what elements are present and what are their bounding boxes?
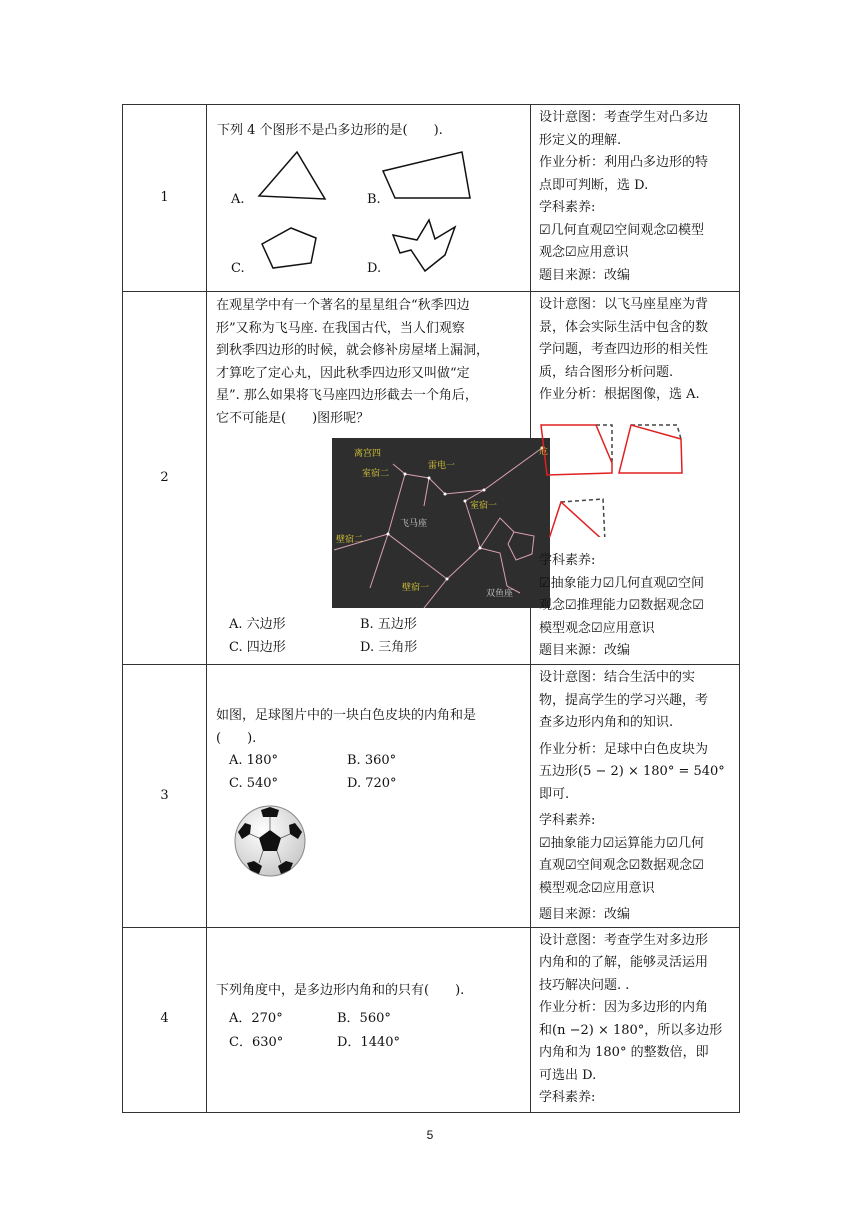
note-line: 可选出 D. <box>539 1067 597 1083</box>
triangle-shape <box>259 152 325 199</box>
note-line: 设计意图：考查学生对凸多边 <box>539 110 709 125</box>
note-line: 作业分析：足球中白色皮块为 <box>539 741 709 757</box>
note-line: 质，结合图形分析问题. <box>539 364 674 380</box>
option-c: C. 540° <box>229 776 279 791</box>
note-line: 学科素养: <box>539 813 596 828</box>
note-line: ☑抽象能力☑几何直观☑空间 <box>539 575 704 591</box>
option-c: C. 四边形 <box>229 640 286 655</box>
question-line: ( ). <box>216 730 257 746</box>
cut-corner-diagrams <box>531 417 691 537</box>
note-line: 设计意图：结合生活中的实 <box>539 670 696 685</box>
table-row <box>123 105 740 292</box>
note-line: 内角和为 180° 的整数倍，即 <box>539 1045 709 1060</box>
star-label: 飞马座 <box>400 519 428 529</box>
note-line: 形定义的理解. <box>539 132 622 148</box>
question-line: 才算吃了定心丸，因此秋季四边形又叫做“定 <box>216 365 470 381</box>
note-line: 题目来源：改编 <box>539 267 631 283</box>
table-row <box>123 292 740 665</box>
note-line: 设计意图：以飞马座星座为背 <box>539 297 709 312</box>
question-line: 星”. 那么如果将飞马座四边形截去一个角后， <box>216 388 478 403</box>
star-label: 室宿一 <box>470 501 498 511</box>
note-line: 作业分析：利用凸多边形的特 <box>539 155 709 170</box>
note-line: 点即可判断，选 D. <box>539 177 649 193</box>
option-b: B．560° <box>337 1010 391 1026</box>
note-line: 题目来源：改编 <box>539 643 631 658</box>
star-label: 离宫四 <box>354 449 382 459</box>
row-number: 3 <box>123 665 207 928</box>
option-c: C. <box>231 261 245 276</box>
question-line: 它不可能是( )图形呢？ <box>216 410 370 426</box>
note-line: 内角和的了解，能够灵活运用 <box>539 955 709 970</box>
note-line: 五边形(5 − 2) × 180° = 540° <box>539 764 725 779</box>
note-line: 作业分析：因为多边形的内角 <box>539 1000 709 1015</box>
soccer-ball-image <box>232 803 308 879</box>
option-a: A. 180° <box>229 753 278 768</box>
note-line: 学科素养: <box>539 200 596 215</box>
note-line: 观念☑应用意识 <box>539 245 629 260</box>
question-line: 在观星学中有一个著名的星星组合“秋季四边 <box>216 298 470 313</box>
note-line: 模型观念☑应用意识 <box>539 880 655 896</box>
question-line: 如图，足球图片中的一块白色皮块的内角和是 <box>216 708 477 723</box>
star-label: 危 <box>539 447 549 457</box>
note-line: ☑几何直观☑空间观念☑模型 <box>539 222 704 238</box>
note-line: 设计意图：考查学生对多边形 <box>539 932 709 948</box>
star-label: 室宿二 <box>362 469 390 479</box>
pentagon-shape <box>262 228 316 268</box>
option-a: A. <box>231 192 245 207</box>
note-line: 学问题，考查四边形的相关性 <box>539 342 709 357</box>
table-row <box>123 927 740 1112</box>
concave-polygon-shape <box>393 220 455 271</box>
note-line: 观念☑推理能力☑数据观念☑ <box>539 598 704 613</box>
star-label: 壁宿二 <box>336 535 364 545</box>
option-b: B. <box>367 192 381 207</box>
note-cell <box>531 105 740 292</box>
question-cell <box>207 665 531 928</box>
note-line: 直观☑空间观念☑数据观念☑ <box>539 858 704 873</box>
table-row <box>123 665 740 928</box>
question-cell <box>207 927 531 1112</box>
note-cell <box>531 927 740 1112</box>
pegasus-constellation-photo <box>332 438 550 608</box>
option-d: D. 720° <box>347 776 397 791</box>
note-line: 和(n −2) × 180°，所以多边形 <box>539 1022 723 1038</box>
option-d: D．1440° <box>337 1034 401 1050</box>
row-number: 4 <box>123 927 207 1112</box>
question-cell <box>207 292 549 665</box>
note-line: 作业分析：根据图像，选 A. <box>539 387 700 402</box>
note-cell <box>531 665 740 928</box>
option-a: A．270° <box>229 1010 283 1026</box>
note-cell <box>531 292 740 665</box>
star-label: 雷电一 <box>428 461 456 471</box>
quadrilateral-shape <box>383 152 470 198</box>
option-c: C．630° <box>229 1034 284 1050</box>
question-table <box>122 104 740 1113</box>
option-d: D. 三角形 <box>360 640 418 655</box>
note-line: 景，体会实际生活中包含的数 <box>539 319 709 335</box>
star-label: 壁宿一 <box>402 583 430 593</box>
note-line: 物，提高学生的学习兴趣，考 <box>539 692 709 708</box>
row-number: 1 <box>123 105 207 292</box>
note-line: 技巧解决问题. . <box>539 977 630 993</box>
question-line: 到秋季四边形的时候，就会修补房屋堵上漏洞， <box>216 343 490 358</box>
question-text: 下列角度中，是多边形内角和的只有( ). <box>216 982 465 998</box>
star-label: 双鱼座 <box>486 589 514 599</box>
question-line: 形”又称为飞马座. 在我国古代，当人们观察 <box>216 320 465 336</box>
note-line: 模型观念☑应用意识 <box>539 620 655 636</box>
page-number: 5 <box>426 1128 434 1142</box>
option-b: B. 五边形 <box>360 617 417 632</box>
note-line: 即可. <box>539 786 570 802</box>
note-line: 查多边形内角和的知识. <box>539 715 674 730</box>
option-d: D. <box>367 261 382 276</box>
note-line: 题目来源：改编 <box>539 907 631 922</box>
question-text: 下列 4 个图形不是凸多边形的是( ). <box>217 123 443 138</box>
option-a: A. 六边形 <box>229 617 286 632</box>
note-line: ☑抽象能力☑运算能力☑几何 <box>539 835 704 851</box>
note-line: 学科素养: <box>539 1090 596 1105</box>
row-number: 2 <box>123 292 207 665</box>
question-cell <box>207 105 531 292</box>
option-b: B. 360° <box>347 753 397 768</box>
note-line: 学科素养: <box>539 553 596 568</box>
